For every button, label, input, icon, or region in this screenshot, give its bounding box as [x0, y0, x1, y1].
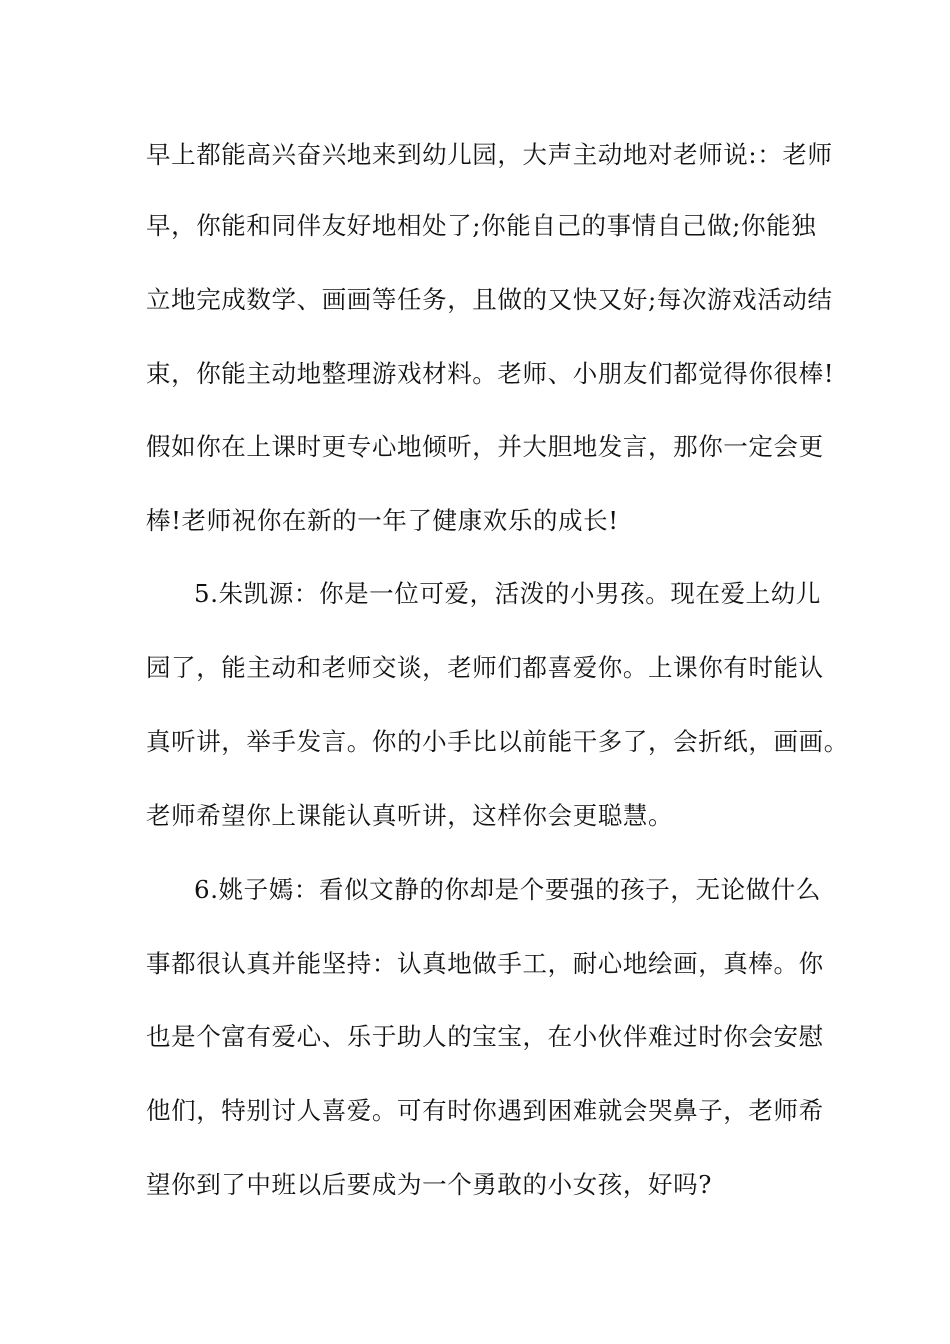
text-line: 束，你能主动地整理游戏材料。老师、小朋友们都觉得你很棒!	[146, 359, 835, 388]
text-line: 真听讲，举手发言。你的小手比以前能干多了，会折纸，画画。	[146, 727, 849, 756]
paragraph-start-line: 6.姚子嫣：看似文静的你却是个要强的孩子，无论做什么	[194, 875, 821, 904]
text-line: 老师希望你上课能认真听讲，这样你会更聪慧。	[146, 801, 674, 830]
text-line: 立地完成数学、画画等任务，且做的又快又好;每次游戏活动结	[146, 285, 833, 314]
text-line: 他们，特别讨人喜爱。可有时你遇到困难就会哭鼻子，老师希	[146, 1096, 824, 1125]
text-line: 望你到了中班以后要成为一个勇敢的小女孩，好吗?	[146, 1170, 712, 1199]
text-line: 早上都能高兴奋兴地来到幼儿园，大声主动地对老师说:：老师	[146, 140, 833, 169]
text-line: 假如你在上课时更专心地倾听，并大胆地发言，那你一定会更	[146, 432, 824, 461]
text-line: 也是个富有爱心、乐于助人的宝宝，在小伙伴难过时你会安慰	[146, 1022, 824, 1051]
text-line: 早，你能和同伴友好地相处了;你能自己的事情自己做;你能独	[146, 211, 817, 240]
text-line: 棒!老师祝你在新的一年了健康欢乐的成长!	[146, 506, 619, 535]
text-line: 园了，能主动和老师交谈，老师们都喜爱你。上课你有时能认	[146, 653, 824, 682]
text-line: 事都很认真并能坚持：认真地做手工，耐心地绘画，真棒。你	[146, 949, 824, 978]
paragraph-start-line: 5.朱凯源：你是一位可爱，活泼的小男孩。现在爱上幼儿	[194, 579, 821, 608]
